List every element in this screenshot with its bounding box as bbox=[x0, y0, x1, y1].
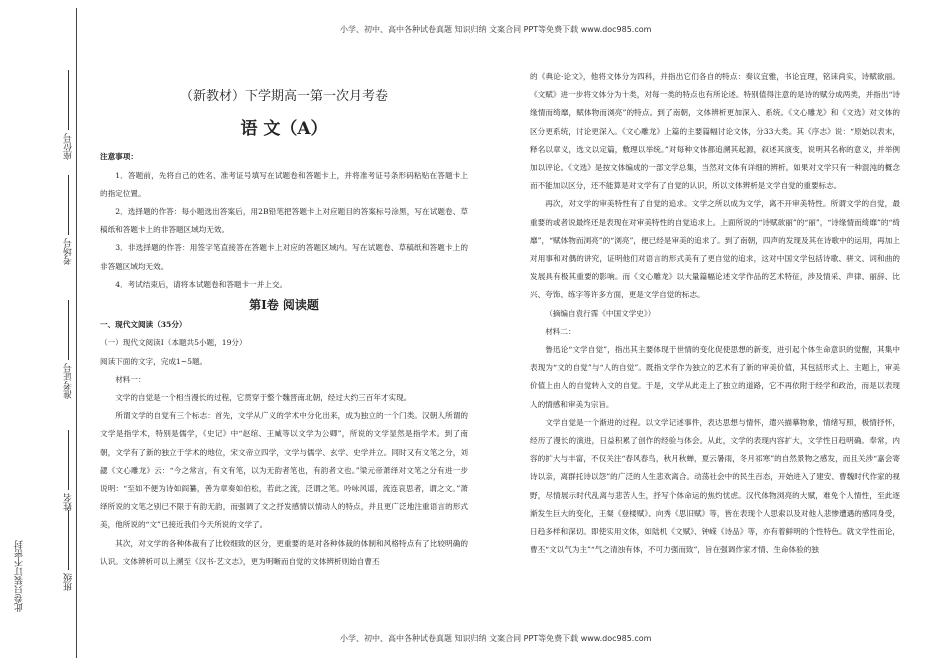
note-item: 3．非选择题的作答：用签字笔直接答在答题卡上对应的答题区域内。写在试题卷、草稿纸和答题卡上的非答题区域均无效。 bbox=[100, 243, 468, 271]
passage-paragraph: 其次，对文学的各种体裁有了比较细致的区分，更重要的是对各种体裁的体制和风格特点有了比较明确的认识。文体辨析可以上溯至《汉书·艺文志》，更为明晰而自觉的文体辨析则始自曹丕 bbox=[100, 538, 468, 566]
note-item: 1．答题前，先将自己的姓名、准考证号填写在试题卷和答题卡上，并将准考证号条形码粘贴在答题卡上的指定位置。 bbox=[100, 170, 468, 198]
left-column bbox=[100, 78, 468, 571]
subpart-heading: （一）现代文阅读Ⅰ（本题共5小题，19分） bbox=[100, 338, 247, 348]
section-title: 第Ⅰ卷 阅读题 bbox=[249, 298, 319, 313]
material-label: 材料一： bbox=[115, 374, 146, 384]
passage-paragraph: 再次，对文学的审美特性有了自觉的追求。文学之所以成为文学，离不开审美特性。所谓文学的自觉，最重要的或者说最终还是表现在对审美特性的自觉追求上。上面所说的“诗赋欲丽”的“丽”，“诗缘情而绮靡”的“绮靡”，“赋体物而浏亮”的“浏亮”，便已经是审美的追求了。到了南朝，四声的发现及其在诗歌中的运用，再加上对用事和对偶的讲究，证明他们对语言的形式美有了更自觉的追求，这对中国文学包括诗歌、骈文、词和曲的发展具有极其重要的影响。而《文心雕龙》以大量篇幅论述文学作品的艺术特征，涉及情采、声律、丽辞、比兴、夸饰、练字等许多方面，更是文学自觉的标志。 bbox=[530, 199, 900, 300]
exam-title: （新教材）下学期高一第一次月考卷 bbox=[179, 89, 388, 104]
exam-room-label: 考场号 bbox=[62, 175, 75, 265]
passage-paragraph: 鲁迅论“文学自觉”，指出其主要体现于世情的变化促使思想的新变，进引起个体生命意识的觉醒，其集中表现为“文的自觉”与“人的自觉”。既指文学作为独立的艺术有了新的审美价值，其包括形式上、主题上，审美价值上由人的自觉转入文的自觉。于是，文学从此走上了独立的道路，它不再依附于经学和政治，而是以表现人的情感和审美为宗旨。 bbox=[530, 345, 900, 409]
notes-heading: 注意事项： bbox=[100, 152, 138, 162]
passage-paragraph: 文学的自觉是一个相当漫长的过程，它贯穿于整个魏晋南北朝，经过大约三百年才实现。 bbox=[115, 393, 412, 403]
passage-paragraph: 的《典论·论文》，他将文体分为四科，并指出它们各自的特点：奏议宜雅，书论宜理，铭诔尚实，诗赋欲丽。《文赋》进一步将文体分为十类，对每一类的特点也有所论述。特别值得注意的是诗的赋分成两类，并指出“诗缘情而绮靡，赋体物而浏亮”的特点。到了南朝，文体辨析更加深入、系统。《文心雕龙》和《文选》对文体的区分更系统，讨论更深入。《文心雕龙》上篇的主要篇幅讨论文体，分33大类。其《序志》说：“原始以表末，释名以章义，选文以定篇，敷理以举统。”对每种文体都追溯其起源，叙述其演变，说明其名称的意义，并举例加以评论。《文选》是按文体编成的一部文学总集，当然对文体有详细的辨析。如果对文学只有一种混沌的概念而不能加以区分，还不能算是对文学有了自觉的认识，所以文体辨析是文学自觉的重要标志。 bbox=[530, 72, 900, 191]
passage-paragraph: 文学自觉是一个渐进的过程。以文学记述事件，表达思想与情怀，遣兴描摹物象，情绪写照，极情抒怀，经历了漫长的演进，日益积累了创作的经验与体会。从此，文学的表现内容扩大，文学性日趋明确。奉常，内容的扩大与丰富，不仅关注“春风春鸟，秋月秋蝉，夏云暑雨，冬月祁寒”的自然景物之感发，而且关涉“嘉会寄诗以亲，离群托诗以怨”的广泛的人生悲欢离合。动荡社会中的民生百态，开始进入了建安、曹魏时代作家的视野，尽情展示时代乱离与悲苦人生，抒写个体命运的焦灼忧虑。汉代体物浏亮的大赋，难免个人情性，至此逐渐发生巨大的变化，王粲《登楼赋》、向秀《思旧赋》等，皆在表现个人思索以及对他人悲惨遭遇的感同身受，日趋多样和深切。即使实用文体，如陆机《文赋》、钟嵘《诗品》等，亦有着鲜明的个性特色。就文学性而论，曹丕“文以气为主”“气之清浊有体，不可力强而致”，旨在强调作家才情、生命体验的独 bbox=[530, 417, 900, 555]
seal-notice: 此卷只装订不密封 bbox=[15, 540, 25, 612]
reading-instruction: 阅读下面的文字，完成1~5题。 bbox=[100, 356, 208, 366]
right-column bbox=[530, 68, 900, 630]
exam-subject: 语 文（A） bbox=[240, 119, 328, 140]
name-label: 姓名 bbox=[62, 430, 75, 511]
ticket-number-label: 准考证号 bbox=[62, 300, 75, 399]
class-label: 班级 bbox=[62, 510, 75, 591]
seat-number-label: 座位号 bbox=[62, 70, 75, 160]
passage-paragraph: 所谓文学的自觉有三个标志：首先，文学从广义的学术中分化出来，成为独立的一个门类。汉朝人所谓的文学是指学术，特别是儒学，《史记》中“赵绾、王臧等以文学为公卿”，所说的文学显然是指学术。到了南朝，文学有了新的独立于学术的地位，宋文帝立四学，文学与儒学、玄学、史学并立。同时又有文笔之分，刘勰《文心雕龙》云：“今之常言，有文有笔，以为无韵者笔也，有韵者文也。”梁元帝萧绎对文笔之分有进一步说明：“至如不便为诗如阎纂，善为章奏如伯松，若此之流，泛谓之笔。吟咏风谣，流连哀思者，谓之文。”萧绎所说的文笔之别已不限于有韵无韵，而强调了文之抒发感情以情动人的特点，并且更广泛地注重语言的形式美，他所说的“文”已接近我们今天所说的文学了。 bbox=[100, 411, 468, 530]
material-label: 材料二： bbox=[545, 326, 576, 336]
page-header: 小学、初中、高中各种试卷真题 知识归纳 文案合同 PPT等免费下载 www.doc985.com bbox=[340, 25, 652, 34]
note-item: 2．选择题的作答：每小题选出答案后，用2B铅笔把答题卡上对应题目的答案标号涂黑，写在试题卷、草稿纸和答题卡上的非答题区域均无效。 bbox=[100, 207, 468, 235]
note-item: 4．考试结束后，请将本试题卷和答题卡一并上交。 bbox=[115, 279, 288, 289]
source-citation: （摘编自袁行霈《中国文学史》） bbox=[545, 308, 656, 318]
binding-line bbox=[76, 8, 77, 658]
part-heading: 一、现代文阅读（35分） bbox=[100, 320, 187, 330]
page-footer: 小学、初中、高中各种试卷真题 知识归纳 文案合同 PPT等免费下载 www.doc985.com bbox=[340, 634, 652, 643]
